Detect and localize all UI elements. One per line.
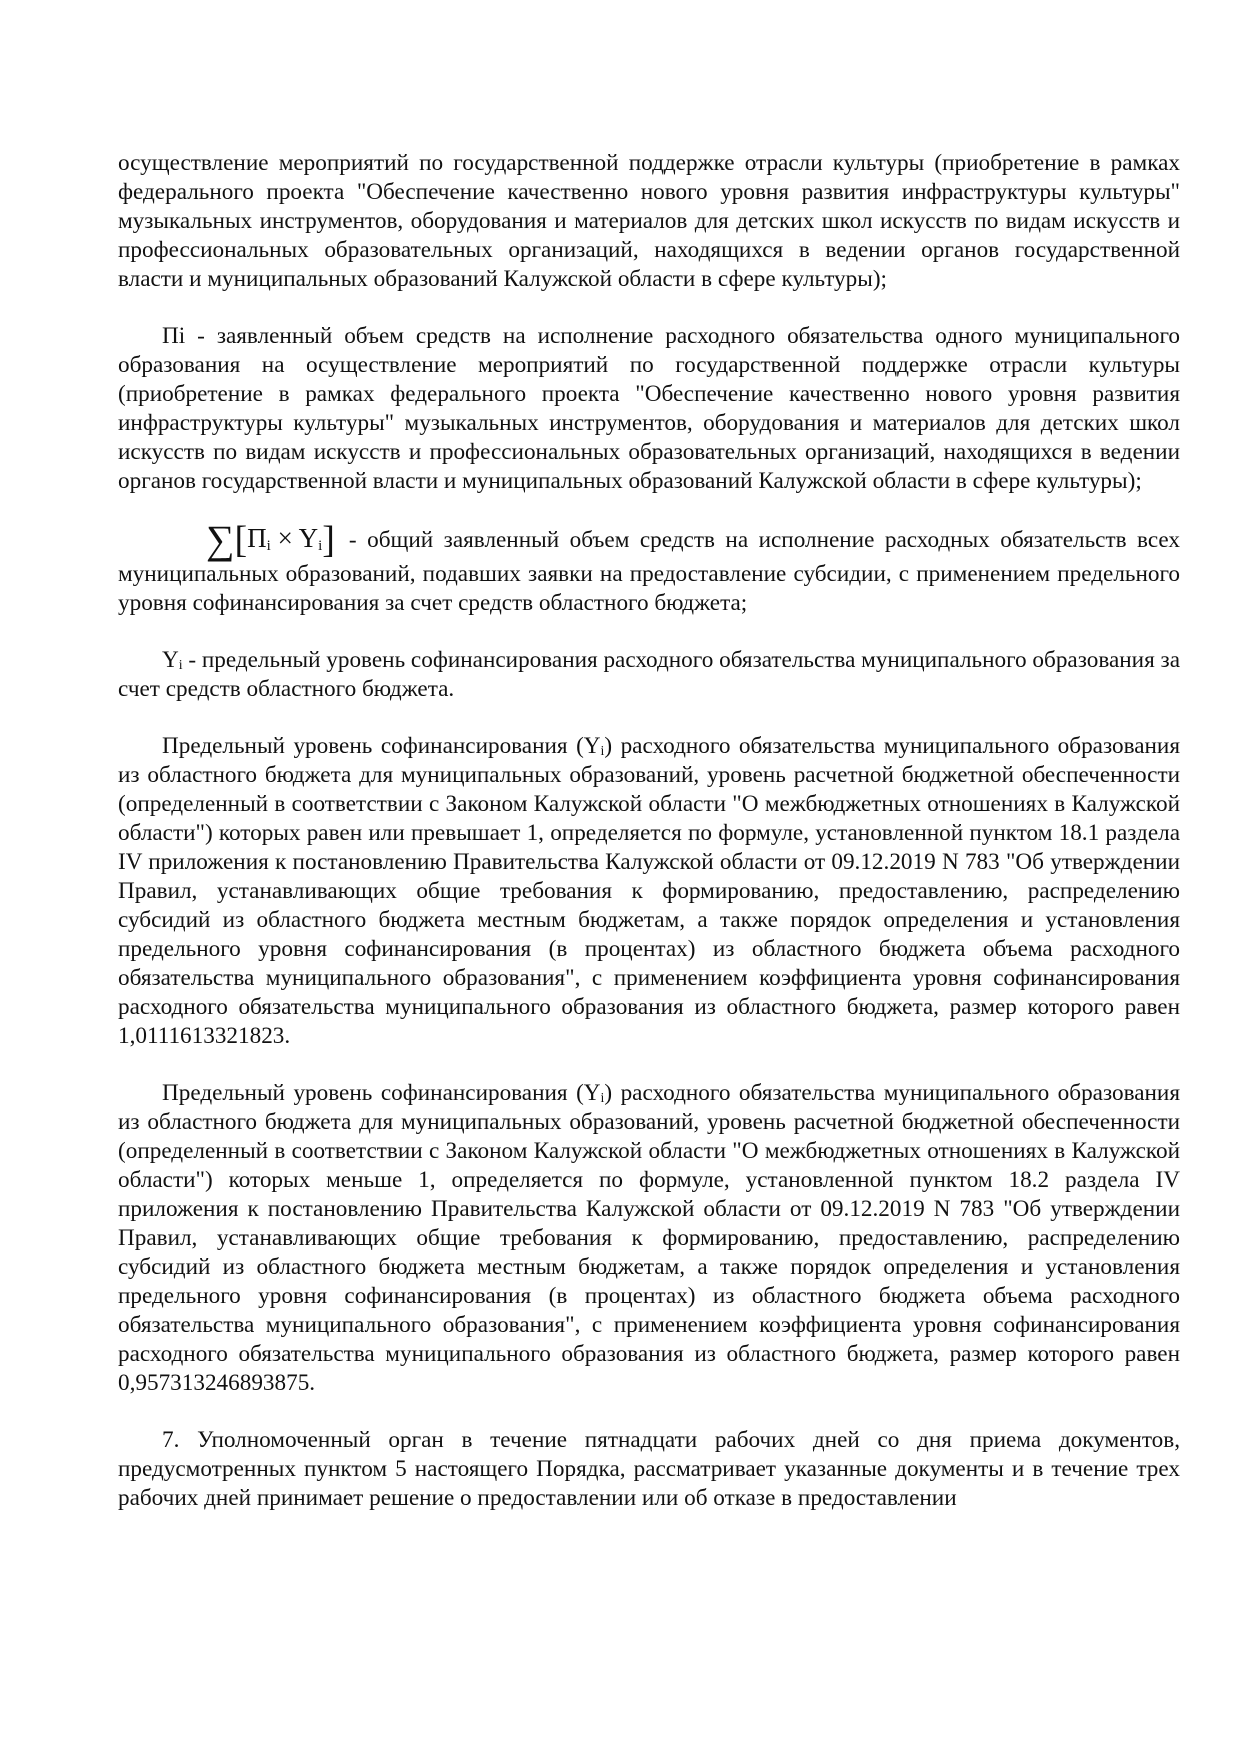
formula-p-symbol: П <box>247 523 267 553</box>
formula-y-symbol: Y <box>298 523 319 553</box>
sum-symbol: ∑ <box>206 517 235 562</box>
formula-close-bracket: ] <box>322 519 335 561</box>
paragraph-pi-definition: Пi - заявленный объем средств на исполнение расходного обязательства одного муниципального образования на осуществление мероприятий по государственной поддержке отрасли культуры (приобретение в рамках федерального проекта "Обеспечение качественно нового уровня развития инфраструктуры культуры" музыкальных инструментов, оборудования и материалов для детских школ искусств по видам искусств и профессиональных образовательных организаций, находящихся в ведении органов государственной власти и муниципальных образований Калужской области в сфере культуры); <box>118 323 1180 494</box>
sum-formula <box>162 517 335 562</box>
paragraph-cofinancing-level-lt-1: Предельный уровень софинансирования (Yᵢ) расходного обязательства муниципального образования из областного бюджета для муниципальных образований, уровень расчетной бюджетной обеспеченности (определенный в соответствии с Законом Калужской области "О межбюджетных отношениях в Калужской области") которых меньше 1, определяется по формуле, установленной пунктом 18.2 раздела IV приложения к постановлению Правительства Калужской области от 09.12.2019 N 783 "Об утверждении Правил, устанавливающих общие требования к формированию, предоставлению, распределению субсидий из областного бюджета местным бюджетам, а также порядок определения и установления предельного уровня софинансирования (в процентах) из областного бюджета объема расходного обязательства муниципального образования", с применением коэффициента уровня софинансирования расходного обязательства муниципального образования из областного бюджета, размер которого равен 0,957313246893875. <box>118 1080 1180 1396</box>
paragraph-yi-definition: Yᵢ - предельный уровень софинансирования расходного обязательства муниципального образования за счет средств областного бюджета. <box>118 647 1180 702</box>
paragraph-cofinancing-level-ge-1: Предельный уровень софинансирования (Yᵢ) расходного обязательства муниципального образования из областного бюджета для муниципальных образований, уровень расчетной бюджетной обеспеченности (определенный в соответствии с Законом Калужской области "О межбюджетных отношениях в Калужской области") которых равен или превышает 1, определяется по формуле, установленной пунктом 18.1 раздела IV приложения к постановлению Правительства Калужской области от 09.12.2019 N 783 "Об утверждении Правил, устанавливающих общие требования к формированию, предоставлению, распределению субсидий из областного бюджета местным бюджетам, а также порядок определения и установления предельного уровня софинансирования (в процентах) из областного бюджета объема расходного обязательства муниципального образования", с применением коэффициента уровня софинансирования расходного обязательства муниципального образования из областного бюджета, размер которого равен 1,0111613321823. <box>118 733 1180 1049</box>
sum-definition-text: - общий заявленный объем средств на исполнение расходных обязательств всех муниципальных образований, подавших заявки на предоставление субсидии, с применением предельного уровня софинансирования за счет средств областного бюджета; <box>118 527 1180 616</box>
formula-times-symbol: × <box>270 523 299 553</box>
formula-p-subscript: i <box>266 538 271 554</box>
paragraph-item-7: 7. Уполномоченный орган в течение пятнадцати рабочих дней со дня приема документов, предусмотренных пунктом 5 настоящего Порядка, рассматривает указанные документы и в течение трех рабочих дней принимает решение о предоставлении или об отказе в предоставлении <box>118 1427 1180 1511</box>
paragraph-culture-support-continuation: осуществление мероприятий по государственной поддержке отрасли культуры (приобретение в рамках федерального проекта "Обеспечение качественно нового уровня развития инфраструктуры культуры" музыкальных инструментов, оборудования и материалов для детских школ искусств по видам искусств и профессиональных образовательных организаций, находящихся в ведении органов государственной власти и муниципальных образований Калужской области в сфере культуры); <box>118 150 1180 292</box>
paragraph-sum-definition <box>118 517 1180 618</box>
document-page <box>118 149 1180 1541</box>
formula-y-subscript: i <box>318 538 323 554</box>
formula-open-bracket: [ <box>234 519 248 561</box>
